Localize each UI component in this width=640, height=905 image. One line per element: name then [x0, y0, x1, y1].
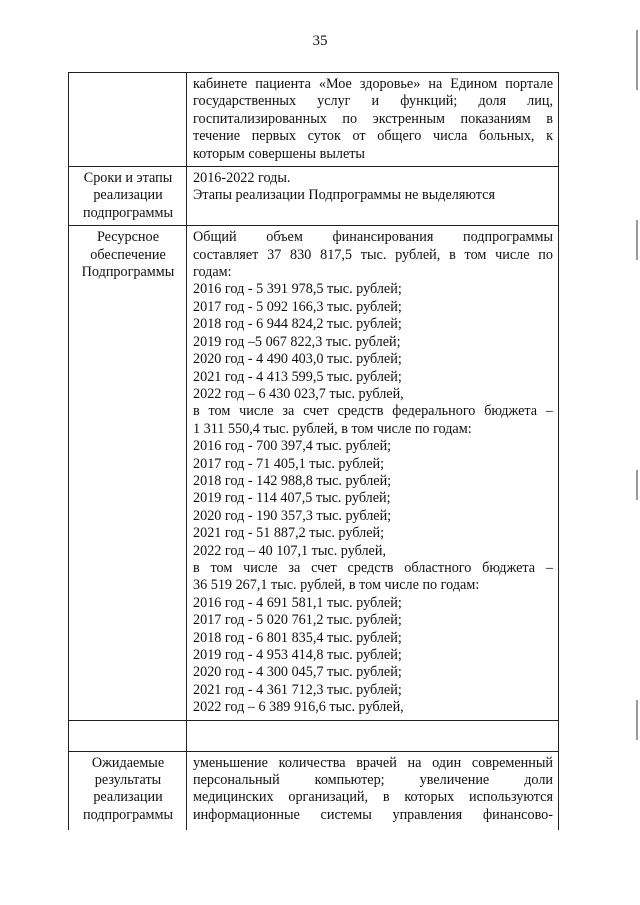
funding-regional-year: 2017 год - 5 020 761,2 тыс. рублей;: [193, 612, 402, 629]
row-label-empty: [69, 720, 187, 751]
funding-federal-year: 2017 год - 71 405,1 тыс. рублей;: [193, 455, 385, 472]
text-line: государственных услуг и функций; доля лиц,: [193, 93, 553, 110]
label-line: подпрограммы: [83, 204, 173, 221]
funding-federal-year: 2020 год - 190 357,3 тыс. рублей;: [193, 507, 392, 524]
row-label-empty: [69, 73, 187, 167]
table-row-empty: [69, 720, 559, 751]
funding-total-year: 2017 год - 5 092 166,3 тыс. рублей;: [193, 298, 402, 315]
scan-edge-mark: [636, 700, 638, 740]
label-line: реализации: [93, 789, 163, 806]
funding-total-year: 2019 год –5 067 822,3 тыс. рублей;: [193, 333, 401, 350]
text-line: течение первых суток от общего числа больных, к: [193, 128, 553, 145]
funding-federal-year: 2021 год - 51 887,2 тыс. рублей;: [193, 525, 385, 542]
funding-total-year: 2022 год – 6 430 023,7 тыс. рублей,: [193, 385, 404, 402]
funding-regional-year: 2021 год - 4 361 712,3 тыс. рублей;: [193, 681, 402, 698]
scan-edge-mark: [636, 30, 638, 90]
label-line: Сроки и этапы: [83, 170, 173, 187]
label-line: результаты: [94, 772, 162, 789]
row-label-expected-results: [69, 751, 187, 830]
text-line: персональный компьютер; увеличение доли: [193, 772, 553, 789]
label-line: Ожидаемые: [91, 754, 165, 771]
text-line: годам:: [193, 264, 232, 281]
row-content-funding: [187, 226, 559, 720]
funding-federal-year: 2019 год - 114 407,5 тыс. рублей;: [193, 490, 391, 507]
funding-total-year: 2020 год - 4 490 403,0 тыс. рублей;: [193, 351, 402, 368]
text-line: уменьшение количества врачей на один современный: [193, 754, 553, 771]
funding-federal-year: 2016 год - 700 397,4 тыс. рублей;: [193, 438, 392, 455]
row-content-continuation: [187, 73, 559, 167]
row-label-timeline: [69, 167, 187, 226]
funding-total-year: 2018 год - 6 944 824,2 тыс. рублей;: [193, 316, 402, 333]
text-line: кабинете пациента «Мое здоровье» на Едином портале: [193, 76, 553, 92]
row-content-expected-results: [187, 751, 559, 830]
subprogram-passport-table: [68, 72, 559, 830]
row-content-timeline: [187, 167, 559, 226]
page-number: 35: [312, 33, 328, 49]
label-line: обеспечение: [90, 246, 166, 263]
row-label-funding: [69, 226, 187, 720]
text-line: которым совершены вылеты: [193, 145, 365, 162]
scan-edge-mark: [636, 220, 638, 260]
text-line: 36 519 267,1 тыс. рублей, в том числе по годам:: [193, 577, 480, 594]
label-line: подпрограммы: [83, 806, 173, 823]
text-line: 1 311 550,4 тыс. рублей, в том числе по годам:: [193, 420, 472, 437]
funding-total-year: 2021 год - 4 413 599,5 тыс. рублей;: [193, 368, 402, 385]
text-line: в том числе за счет средств федерального бюджета –: [193, 403, 553, 420]
scan-edge-mark: [636, 470, 638, 500]
label-line: реализации: [93, 187, 163, 204]
funding-regional-year: 2020 год - 4 300 045,7 тыс. рублей;: [193, 664, 402, 681]
funding-total-year: 2016 год - 5 391 978,5 тыс. рублей;: [193, 281, 402, 298]
text-line: Общий объем финансирования подпрограммы: [193, 229, 553, 246]
funding-regional-year: 2019 год - 4 953 414,8 тыс. рублей;: [193, 647, 402, 663]
table-row-funding: [69, 226, 559, 720]
table-row-continuation: [69, 73, 559, 167]
funding-regional-year: 2018 год - 6 801 835,4 тыс. рублей;: [193, 629, 402, 646]
label-line: Подпрограммы: [81, 264, 175, 281]
text-line: Этапы реализации Подпрограммы не выделяются: [193, 187, 495, 204]
text-line: госпитализированных по экстренным показаниям в: [193, 110, 553, 127]
funding-federal-year: 2018 год - 142 988,8 тыс. рублей;: [193, 472, 392, 489]
label-line: Ресурсное: [96, 229, 160, 246]
text-line: информационные системы управления финансово-: [193, 806, 553, 823]
text-line: составляет 37 830 817,5 тыс. рублей, в том числе по: [193, 246, 553, 263]
funding-federal-year: 2022 год – 40 107,1 тыс. рублей,: [193, 542, 386, 559]
table-row-timeline: [69, 167, 559, 226]
row-content-empty: [187, 720, 559, 751]
text-line: 2016-2022 годы.: [193, 170, 291, 187]
text-line: медицинских организаций, в которых используются: [193, 789, 553, 806]
text-line: в том числе за счет средств областного бюджета –: [193, 559, 553, 576]
table-row-expected-results: [69, 751, 559, 830]
funding-regional-year: 2022 год – 6 389 916,6 тыс. рублей,: [193, 699, 404, 716]
funding-regional-year: 2016 год - 4 691 581,1 тыс. рублей;: [193, 594, 402, 611]
